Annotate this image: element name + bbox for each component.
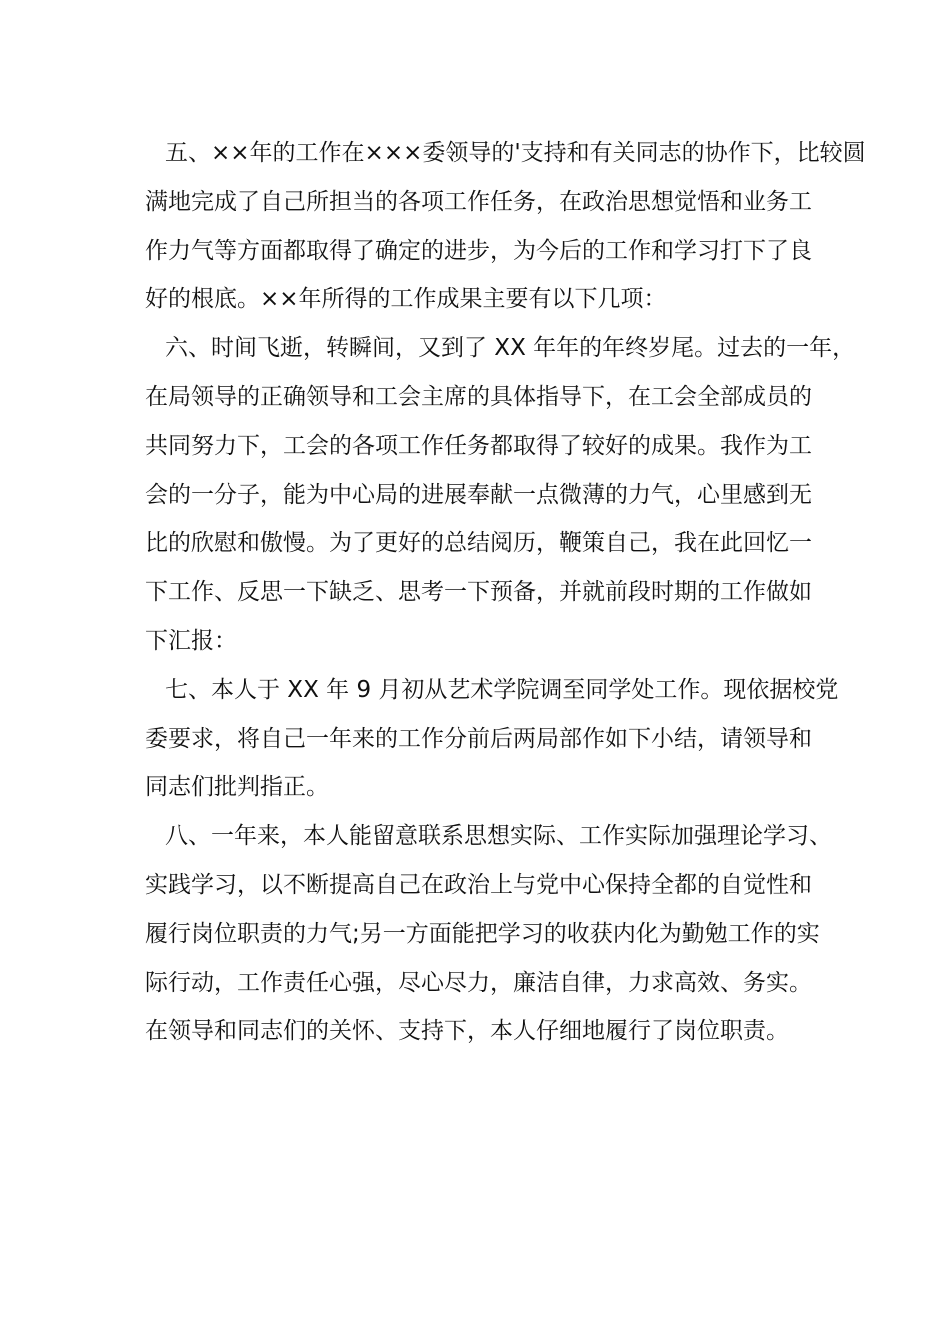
paragraph-line: 八、一年来，本人能留意联系思想实际、工作实际加强理论学习、 — [165, 823, 832, 850]
paragraph-line: 比的欣慰和傲慢。为了更好的总结阅历，鞭策自己，我在此回忆一 — [145, 530, 812, 557]
paragraph-line: 际行动，工作责任心强，尽心尽力，廉洁自律，力求高效、务实。 — [145, 969, 812, 996]
paragraph-6 — [145, 324, 856, 666]
paragraph-5 — [145, 129, 866, 324]
paragraph-line: 六、时间飞逝，转瞬间，又到了 XX 年年的年终岁尾。过去的一年， — [165, 335, 856, 362]
paragraph-line: 七、本人于 XX 年 9 月初从艺术学院调至同学处工作。现依据校党 — [165, 676, 839, 703]
paragraph-line: 作力气等方面都取得了确定的进步，为今后的工作和学习打下了良 — [145, 237, 812, 264]
paragraph-line: 会的一分子，能为中心局的进展奉献一点微薄的力气，心里感到无 — [145, 481, 812, 508]
paragraph-line: 下汇报： — [145, 627, 237, 654]
paragraph-line: 实践学习，以不断提高自己在政治上与党中心保持全都的自觉性和 — [145, 871, 812, 898]
paragraph-line: 满地完成了自己所担当的各项工作任务，在政治思想觉悟和业务工 — [145, 188, 812, 215]
document-body — [145, 129, 866, 1056]
paragraph-line: 共同努力下，工会的各项工作任务都取得了较好的成果。我作为工 — [145, 432, 812, 459]
paragraph-line: 好的根底。××年所得的工作成果主要有以下几项： — [145, 286, 667, 313]
paragraph-line: 下工作、反思一下缺乏、思考一下预备，并就前段时期的工作做如 — [145, 579, 812, 606]
paragraph-line: 履行岗位职责的力气;另一方面能把学习的收获内化为勤勉工作的实 — [145, 920, 820, 947]
paragraph-line: 同志们批判指正。 — [145, 774, 329, 801]
paragraph-line: 在领导和同志们的关怀、支持下，本人仔细地履行了岗位职责。 — [145, 1018, 789, 1045]
paragraph-7 — [145, 666, 839, 812]
paragraph-8 — [145, 812, 835, 1056]
paragraph-line: 在局领导的正确领导和工会主席的具体指导下，在工会全部成员的 — [145, 383, 812, 410]
paragraph-line: 委要求，将自己一年来的工作分前后两局部作如下小结，请领导和 — [145, 725, 812, 752]
paragraph-line: 五、××年的工作在×××委领导的'支持和有关同志的协作下，比较圆 — [165, 140, 866, 166]
